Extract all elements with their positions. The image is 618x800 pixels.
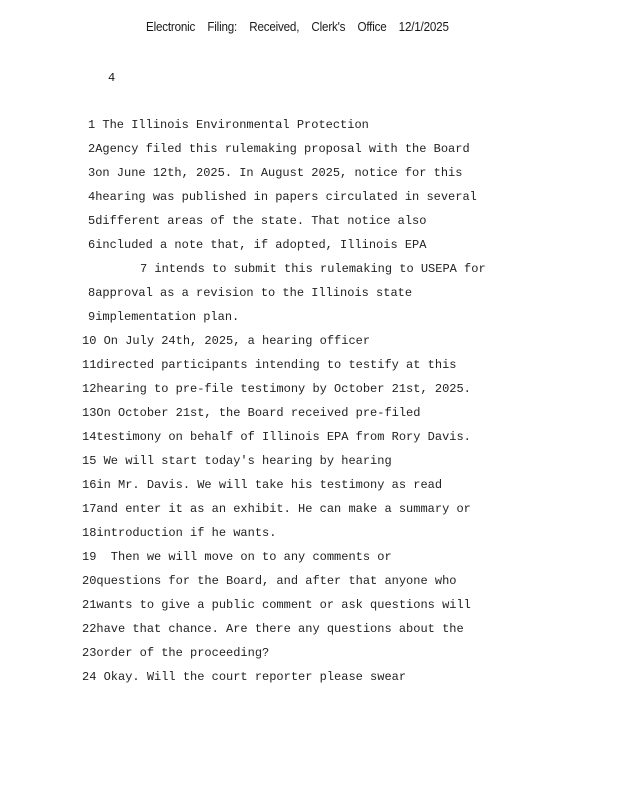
line-number: 19 xyxy=(82,550,97,564)
line-number: 13 xyxy=(82,406,97,420)
line-text: On October 21st, the Board received pre-filed xyxy=(96,406,421,420)
line-number: 3 xyxy=(88,166,96,180)
line-number: 10 xyxy=(82,334,97,348)
line-number: 24 xyxy=(82,670,97,684)
transcript-line xyxy=(88,214,426,228)
line-number: 22 xyxy=(82,622,97,636)
transcript-line xyxy=(88,118,369,132)
transcript-line xyxy=(88,238,426,252)
line-text: We will start today's hearing by hearing xyxy=(96,454,392,468)
line-number: 5 xyxy=(88,214,96,228)
filing-stamp-header: Electronic Filing: Received, Clerk's Office 12/1/2025 xyxy=(146,20,449,34)
line-text: different areas of the state. That notice also xyxy=(95,214,427,228)
line-text: The Illinois Environmental Protection xyxy=(95,118,369,132)
line-number: 15 xyxy=(82,454,97,468)
transcript-line xyxy=(82,358,456,372)
line-number: 7 xyxy=(140,262,148,276)
transcript-line xyxy=(82,502,471,516)
line-text: approval as a revision to the Illinois state xyxy=(95,286,413,300)
line-number: 23 xyxy=(82,646,97,660)
line-text: introduction if he wants. xyxy=(96,526,277,540)
transcript-line xyxy=(82,550,392,564)
line-number: 4 xyxy=(88,190,96,204)
line-text: intends to submit this rulemaking to USEPA for xyxy=(147,262,486,276)
transcript-line xyxy=(82,406,420,420)
line-text: hearing to pre-file testimony by October 21st, 2025. xyxy=(96,382,471,396)
line-number: 2 xyxy=(88,142,96,156)
transcript-line xyxy=(82,646,269,660)
transcript-line xyxy=(82,670,406,684)
line-number: 18 xyxy=(82,526,97,540)
line-text: testimony on behalf of Illinois EPA from Rory Davis. xyxy=(96,430,471,444)
transcript-line xyxy=(88,310,239,324)
line-number: 8 xyxy=(88,286,96,300)
line-text: and enter it as an exhibit. He can make a summary or xyxy=(96,502,471,516)
line-text: order of the proceeding? xyxy=(96,646,270,660)
line-text: On July 24th, 2025, a hearing officer xyxy=(96,334,371,348)
line-text: have that chance. Are there any questions about the xyxy=(96,622,464,636)
line-number: 16 xyxy=(82,478,97,492)
transcript-line xyxy=(82,478,442,492)
transcript-body xyxy=(0,118,618,718)
line-text: directed participants intending to testify at this xyxy=(96,358,457,372)
line-text: on June 12th, 2025. In August 2025, notice for this xyxy=(95,166,463,180)
line-text: Okay. Will the court reporter please swear xyxy=(96,670,407,684)
transcript-line xyxy=(82,382,471,396)
line-text: hearing was published in papers circulated in several xyxy=(95,190,477,204)
line-number: 1 xyxy=(88,118,96,132)
transcript-line xyxy=(140,262,486,276)
line-number: 20 xyxy=(82,574,97,588)
transcript-line xyxy=(88,190,477,204)
transcript-line xyxy=(82,622,464,636)
transcript-line xyxy=(82,454,392,468)
page-number: 4 xyxy=(108,71,116,85)
line-number: 17 xyxy=(82,502,97,516)
transcript-line xyxy=(82,526,276,540)
line-number: 14 xyxy=(82,430,97,444)
line-number: 11 xyxy=(82,358,97,372)
line-text: in Mr. Davis. We will take his testimony as read xyxy=(96,478,443,492)
line-number: 9 xyxy=(88,310,96,324)
line-text: Agency filed this rulemaking proposal with the Board xyxy=(95,142,470,156)
transcript-line xyxy=(88,166,462,180)
line-number: 21 xyxy=(82,598,97,612)
line-text: included a note that, if adopted, Illinois EPA xyxy=(95,238,427,252)
transcript-line xyxy=(88,286,412,300)
line-text: questions for the Board, and after that anyone who xyxy=(96,574,457,588)
line-number: 6 xyxy=(88,238,96,252)
transcript-line xyxy=(82,598,471,612)
transcript-line xyxy=(88,142,470,156)
transcript-line xyxy=(82,574,456,588)
line-number: 12 xyxy=(82,382,97,396)
transcript-line xyxy=(82,430,471,444)
transcript-line xyxy=(82,334,370,348)
line-text: implementation plan. xyxy=(95,310,240,324)
line-text: Then we will move on to any comments or xyxy=(96,550,392,564)
line-text: wants to give a public comment or ask questions will xyxy=(96,598,471,612)
